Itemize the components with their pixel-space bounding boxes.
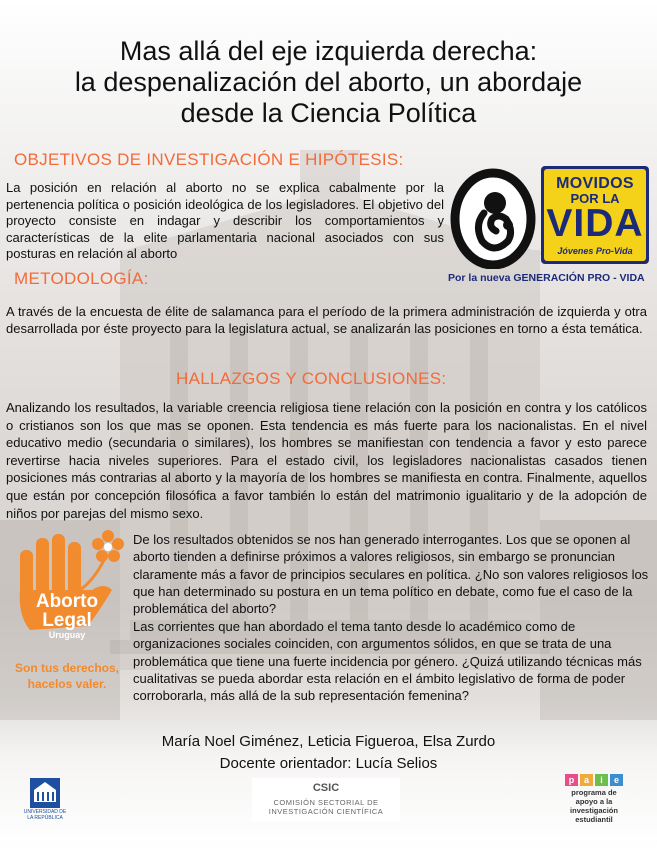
aborto-slogan-2: hacelos valer. <box>27 677 107 691</box>
paie-line-4: estudiantil <box>575 815 613 824</box>
paie-line-2: apoyo a la <box>575 797 613 806</box>
title-line-3: desde la Ciencia Política <box>180 98 477 128</box>
movidos-line-2: POR LA <box>570 191 620 206</box>
movidos-por-la-vida-logo <box>541 166 649 264</box>
movidos-line-1: MOVIDOS <box>556 175 634 192</box>
poster-title <box>20 36 637 129</box>
aborto-line-3: Uruguay <box>48 630 86 640</box>
interrogantes-text: De los resultados obtenidos se nos han generado interrogantes. Los que se oponen al aborto tienden a definirse próximos a valores religiosos, sin embargo se pronuncian claramente más a favor de principios seculares en política. ¿No son valores religiosos los que han determinado su postura en un tema político en debate, como fue el caso de la problemática del aborto? <box>133 532 649 617</box>
objetivos-text: La posición en relación al aborto no se explica cabalmente por la pertenencia política o posición ideológica de los legisladores. El objetivo del proyecto consiste en indagar y describir los comportamientos y características de la elite parlamentaria nacional asociados con sus posturas en relación al aborto <box>6 180 444 262</box>
csic-line-2: INVESTIGACIÓN CIENTÍFICA <box>268 807 384 816</box>
pro-vida-baby-logo <box>448 165 538 269</box>
aborto-line-2: Legal <box>42 610 92 631</box>
csic-line-1: COMISIÓN SECTORIAL DE <box>273 798 379 807</box>
paie-letter-a: a <box>580 774 593 786</box>
hallazgos-text: Analizando los resultados, la variable creencia religiosa tiene relación con la posición en contra y los católicos o cristianos son los que mas se oponen. Esta tendencia es más fuerte para los nacionalistas. En el nivel educativo medio (secundaria o similares), los hombres se manifiestan con tendencia a favor y esto parece revertirse hacia niveles superiores. Para el estado civil, los legisladores nacionalistas casados tienen posiciones más contrarias al aborto y la mayoría de los hombres se manifiesta en contra. Finalmente, aquellos que están por concepción filosófica a favor también lo están del matrimonio igualitario y de la adopción de niños por parejas del mismo sexo. <box>6 400 647 521</box>
advisor-name: Docente orientador: Lucía Selios <box>219 755 438 772</box>
udelar-label: UNIVERSIDAD DE LA REPÚBLICA <box>23 809 67 821</box>
authors-block <box>0 731 657 775</box>
movidos-line-4: Jóvenes Pro-Vida <box>557 246 633 256</box>
title-line-2: la despenalización del aborto, un abordaje <box>74 67 583 97</box>
title-line-1: Mas allá del eje izquierda derecha: <box>119 36 538 66</box>
paie-letter-p: p <box>565 774 578 786</box>
udelar-emblem-icon <box>30 778 60 808</box>
csic-short: CSIC <box>312 782 340 794</box>
aborto-legal-logo <box>8 520 126 700</box>
csic-logo <box>252 778 400 822</box>
movidos-slogan: Por la nueva GENERACIÓN PRO - VIDA <box>448 272 645 284</box>
paie-line-1: programa de <box>571 788 617 797</box>
paie-logo <box>565 774 623 830</box>
hallazgos-heading: HALLAZGOS Y CONCLUSIONES: <box>176 369 447 388</box>
paie-line-3: investigación <box>570 806 618 815</box>
movidos-line-3: VIDA <box>546 202 644 245</box>
author-names: María Noel Giménez, Leticia Figueroa, Elsa Zurdo <box>161 733 496 750</box>
metodologia-heading: METODOLOGÍA: <box>14 269 149 288</box>
aborto-line-1: Aborto <box>35 591 99 612</box>
paie-letter-e: e <box>610 774 623 786</box>
objetivos-heading: OBJETIVOS DE INVESTIGACIÓN E HIPÓTESIS: <box>14 150 404 169</box>
udelar-logo <box>23 778 67 822</box>
paie-letter-i: i <box>595 774 608 786</box>
metodologia-text: A través de la encuesta de élite de salamanca para el período de la primera administración de izquierda y otra desarrollada por éste proyecto para la legislatura actual, se analizarán las posiciones en torno a ésta temática. <box>6 304 647 336</box>
aborto-slogan-1: Son tus derechos, <box>14 661 120 675</box>
corrientes-text: Las corrientes que han abordado el tema tanto desde lo académico como de organizaciones sociales coinciden, con argumentos sólidos, en que se trata de una problemática que tiene una fuerte incidencia por género. ¿Quizá utilizando técnicas más cualitativas se pueda abordar esta relación en el ámbito legislativo de forma de poder corroborarla, más allá de la sub representación femenina? <box>133 619 642 704</box>
